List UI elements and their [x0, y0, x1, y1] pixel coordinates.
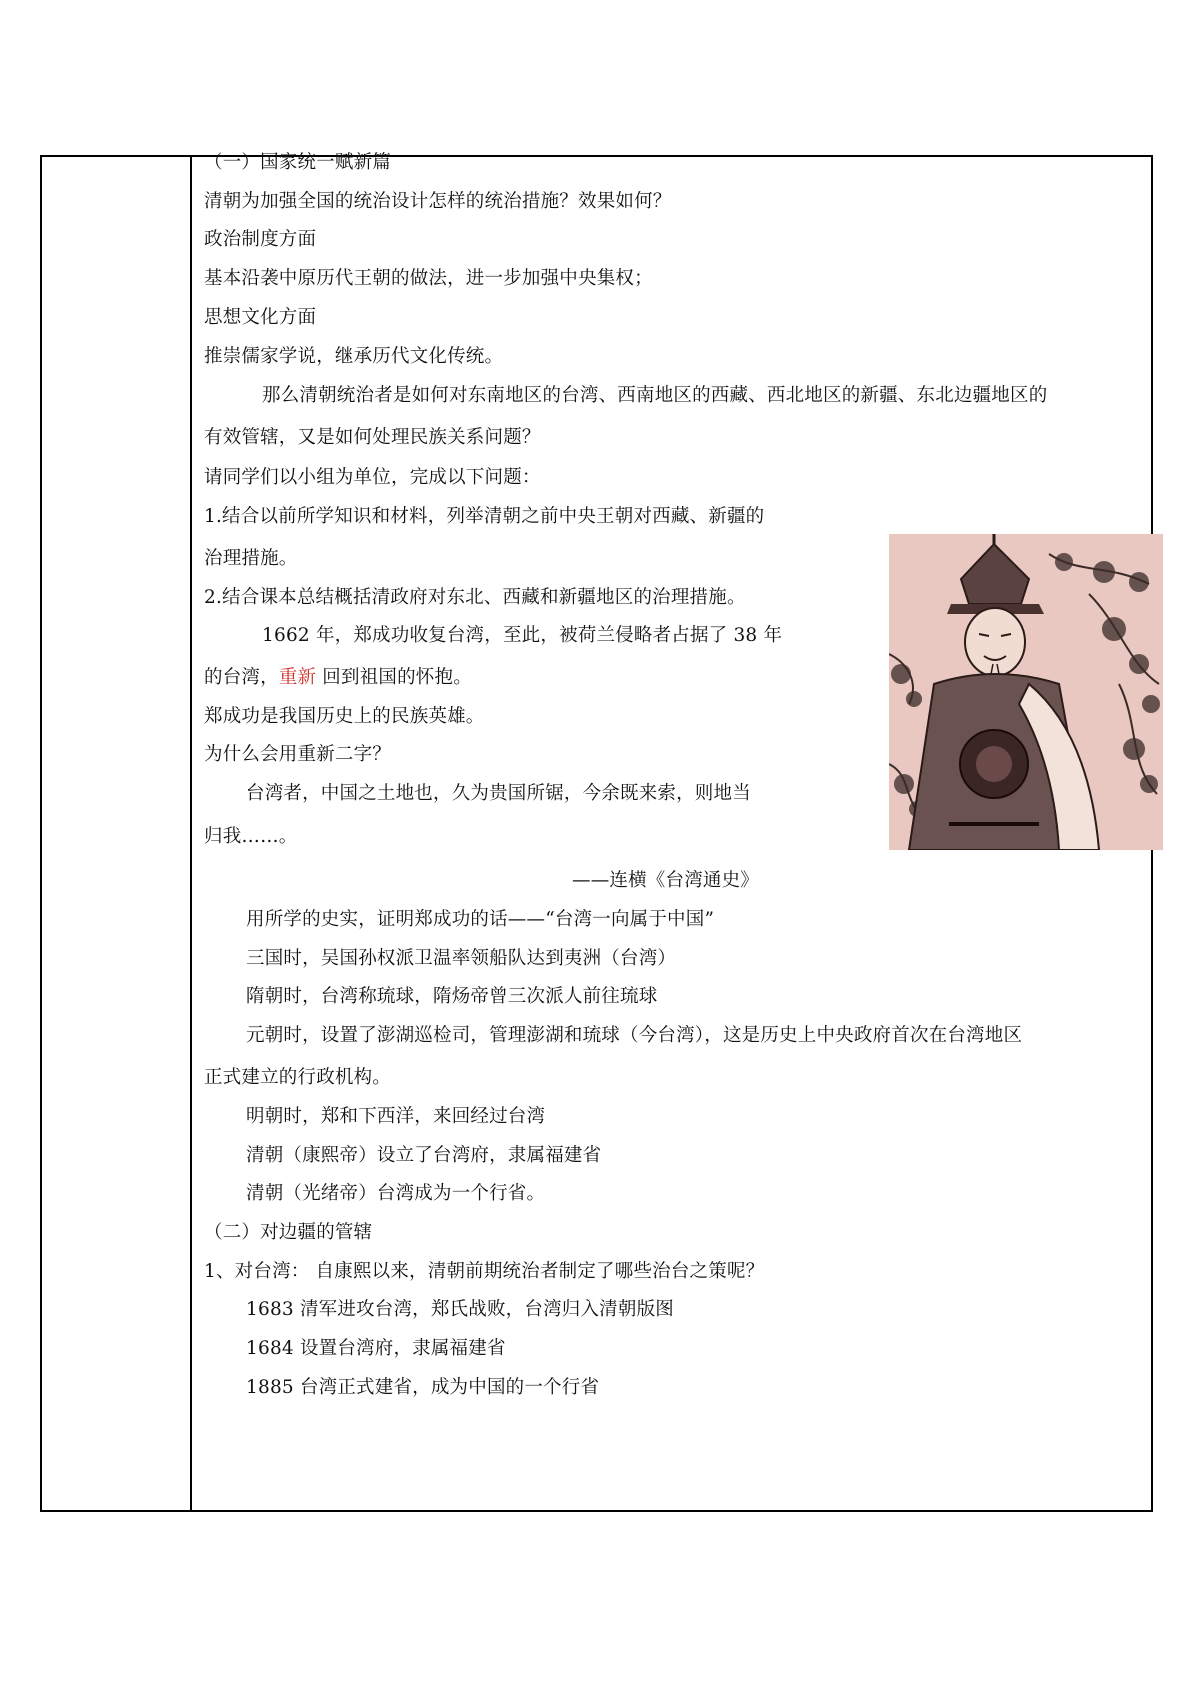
- timeline-1684: 1684 设置台湾府，隶属福建省: [246, 1338, 506, 1359]
- question1-line-2: 治理措施。: [204, 548, 298, 569]
- fact-3-line-1: 元朝时，设置了澎湖巡检司，管理澎湖和琉球（今台湾），这是历史上中央政府首次在台湾地区: [246, 1025, 1023, 1046]
- table-content-cell: [192, 152, 1151, 1510]
- zheng-line-2: [204, 665, 472, 691]
- zheng-line-2-b: 回到祖国的怀抱。: [316, 667, 472, 688]
- highlight-word: 重新: [278, 667, 317, 688]
- timeline-1683: 1683 清军进攻台湾，郑氏战败，台湾归入清朝版图: [246, 1299, 674, 1320]
- politics-label: 政治制度方面: [204, 229, 317, 250]
- zheng-chenggong-portrait: [889, 534, 1163, 850]
- quote-line-1: 台湾者，中国之土地也，久为贵国所锯，今余既来索，则地当: [246, 783, 751, 804]
- fact-6: 清朝（光绪帝）台湾成为一个行省。: [246, 1183, 546, 1204]
- politics-text: 基本沿袭中原历代王朝的做法，进一步加强中央集权；: [204, 268, 653, 289]
- taiwan-question: 1、对台湾： 自康熙以来，清朝前期统治者制定了哪些治台之策呢？: [204, 1261, 765, 1282]
- paragraph-line-1: 那么清朝统治者是如何对东南地区的台湾、西南地区的西藏、西北地区的新疆、东北边疆地区的: [262, 385, 1048, 406]
- culture-label: 思想文化方面: [204, 307, 317, 328]
- zheng-line-1: 1662 年，郑成功收复台湾，至此，被荷兰侵略者占据了 38 年: [262, 625, 783, 646]
- group-task: 请同学们以小组为单位，完成以下问题：: [204, 467, 541, 488]
- question2: 2.结合课本总结概括清政府对东北、西藏和新疆地区的治理措施。: [204, 587, 746, 608]
- paragraph-line-2: 有效管辖，又是如何处理民族关系问题？: [204, 427, 541, 448]
- section1-heading: （一）国家统一赋新篇: [204, 152, 392, 173]
- fact-4: 明朝时，郑和下西洋，来回经过台湾: [246, 1106, 546, 1127]
- prove-text: 用所学的史实，证明郑成功的话——“台湾一向属于中国”: [246, 909, 715, 930]
- fact-1: 三国时，吴国孙权派卫温率领船队达到夷洲（台湾）: [246, 948, 677, 969]
- question-text: 清朝为加强全国的统治设计怎样的统治措施？效果如何？: [204, 191, 672, 212]
- lesson-table: [40, 152, 1153, 1512]
- section2-heading: （二）对边疆的管辖: [204, 1222, 373, 1243]
- fact-3-line-2: 正式建立的行政机构。: [204, 1067, 392, 1088]
- why-question: 为什么会用重新二字？: [204, 744, 392, 765]
- hero-text: 郑成功是我国历史上的民族英雄。: [204, 706, 485, 727]
- quote-line-2: 归我……。: [204, 826, 298, 847]
- timeline-1885: 1885 台湾正式建省，成为中国的一个行省: [246, 1377, 600, 1398]
- question1-line-1: 1.结合以前所学知识和材料，列举清朝之前中央王朝对西藏、新疆的: [204, 506, 765, 527]
- quote-source: ——连横《台湾通史》: [572, 870, 760, 891]
- zheng-line-2-a: 的台湾，: [204, 667, 279, 688]
- fact-5: 清朝（康熙帝）设立了台湾府，隶属福建省: [246, 1145, 602, 1166]
- culture-text: 推崇儒家学说，继承历代文化传统。: [204, 346, 504, 367]
- table-left-column: [42, 157, 192, 1510]
- fact-2: 隋朝时，台湾称琉球，隋炀帝曾三次派人前往琉球: [246, 986, 658, 1007]
